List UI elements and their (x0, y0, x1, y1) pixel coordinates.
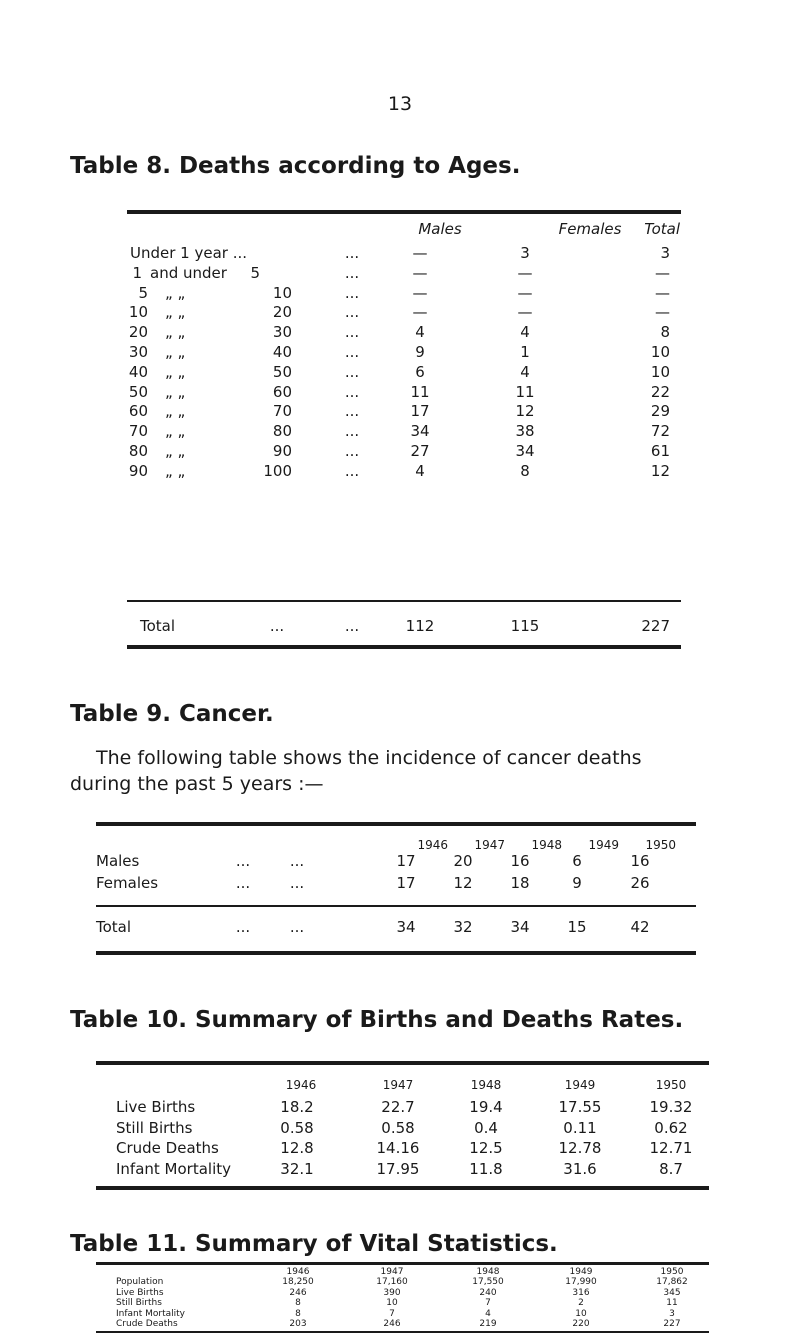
table9-title: Table 9. Cancer. (70, 701, 274, 727)
table9-bottom-rule (96, 951, 696, 955)
t8-age-from: 60 (128, 402, 148, 421)
t11-value: 11 (666, 1298, 678, 1308)
t8-age-to: 60 (272, 382, 292, 401)
t9-row-label: Females (96, 874, 159, 892)
t10-row-label: Live Births (116, 1098, 196, 1116)
t8-total-total: 227 (641, 617, 670, 635)
t10-value: 17.55 (558, 1098, 602, 1116)
t8-leader-dots: ... (344, 263, 360, 282)
t10-value: 19.32 (649, 1098, 693, 1116)
t11-value: 17,550 (472, 1277, 504, 1287)
t8-age-from: 30 (128, 343, 148, 361)
t8-header-males: Males (418, 220, 462, 238)
t8-males-value: 4 (415, 323, 425, 342)
t8-leader-dots: ... (344, 422, 360, 441)
t8-males-value: — (412, 303, 428, 322)
t8-males-value: — (412, 244, 428, 262)
t9-value: 16 (630, 852, 650, 870)
t8-total-value: — (655, 263, 670, 282)
t11-value: 240 (479, 1287, 497, 1298)
t9-row-label: Males (96, 852, 140, 870)
t10-value: 11.8 (469, 1159, 503, 1178)
table9-intro-line2: during the past 5 years :— (70, 773, 324, 795)
t11-value: 345 (663, 1287, 681, 1298)
t9-leader-dots: ... (235, 918, 251, 936)
t8-females-value: — (517, 263, 533, 282)
t11-value: 219 (479, 1319, 497, 1329)
t8-leader-dots: ... (344, 303, 360, 322)
t8-leader-dots: ... (344, 402, 360, 421)
t8-females-value: 34 (515, 442, 535, 460)
t8-total-label: Total (140, 617, 176, 635)
t8-age-connector: „ „ (165, 442, 186, 460)
t8-females-value: 1 (520, 343, 530, 361)
t10-value: 0.58 (381, 1118, 415, 1137)
t8-leader-dots: ... (344, 382, 360, 401)
table11-title: Table 11. Summary of Vital Statistics. (70, 1231, 558, 1257)
t10-value: 0.11 (563, 1118, 597, 1137)
t8-females-value: — (517, 303, 533, 322)
t10-value: 19.4 (469, 1098, 503, 1116)
t9-value: 17 (396, 852, 416, 870)
t9-year-header: 1946 (417, 838, 448, 852)
t8-leader-dots: ... (344, 362, 360, 381)
t11-value: 246 (289, 1287, 307, 1298)
t8-age-connector: „ „ (165, 323, 186, 342)
t8-leader-dots: ... (344, 323, 360, 342)
t8-age-from: 5 (138, 283, 148, 302)
t8-total-males: 112 (405, 617, 435, 635)
t9-value: 18 (510, 874, 530, 892)
t10-value: 0.58 (280, 1118, 314, 1137)
table11-bottom-rule (96, 1331, 709, 1333)
t11-year-header: 1949 (569, 1267, 593, 1277)
t8-females-value: 3 (520, 244, 530, 262)
t11-value: 3 (669, 1308, 675, 1319)
t10-value: 12.71 (649, 1139, 693, 1157)
table8-title: Table 8. Deaths according to Ages. (70, 153, 521, 179)
table8-top-rule (127, 210, 681, 214)
t8-total-value: 72 (650, 422, 670, 441)
t8-age-from: 80 (128, 442, 148, 460)
t8-age-label: Under 1 year ... (130, 244, 248, 262)
t9-leader-dots: ... (289, 874, 305, 892)
t10-value: 12.78 (558, 1139, 602, 1157)
t9-total-value: 34 (396, 918, 416, 936)
t11-value: 227 (663, 1319, 681, 1329)
t8-males-value: — (412, 283, 428, 302)
table9-top-rule (96, 822, 696, 826)
t9-year-header: 1947 (474, 838, 505, 852)
t9-value: 26 (630, 874, 650, 892)
t10-year-header: 1950 (655, 1078, 687, 1092)
t10-row-label: Still Births (116, 1118, 193, 1137)
t11-value: 8 (295, 1308, 301, 1319)
t11-value: 4 (485, 1308, 491, 1319)
t10-value: 8.7 (659, 1159, 683, 1178)
table8-sub-rule (127, 600, 681, 602)
t9-value: 20 (453, 852, 473, 870)
t10-value: 12.8 (280, 1139, 314, 1157)
t11-value: 17,160 (376, 1277, 408, 1287)
t8-age-from: 20 (128, 323, 148, 342)
t9-year-header: 1948 (531, 838, 562, 852)
t11-row-label: Live Births (116, 1287, 164, 1298)
t8-total-value: 10 (650, 343, 670, 361)
t11-year-header: 1950 (660, 1267, 684, 1277)
t8-header-females: Females (558, 220, 622, 238)
t8-males-value: 9 (415, 343, 425, 361)
t8-age-to: 80 (272, 422, 292, 441)
t10-value: 12.5 (469, 1139, 503, 1157)
t8-males-value: 6 (415, 362, 425, 381)
t8-age-to: 40 (272, 343, 292, 361)
t10-value: 17.95 (376, 1159, 420, 1178)
t11-row-label: Crude Deaths (116, 1319, 178, 1329)
t9-leader-dots: ... (235, 874, 251, 892)
t9-leader-dots: ... (289, 852, 305, 870)
t8-age-connector: „ „ (165, 461, 186, 480)
t9-leader-dots: ... (235, 852, 251, 870)
t8-age-connector: „ „ (165, 362, 186, 381)
t10-row-label: Crude Deaths (116, 1139, 219, 1157)
t8-total-value: — (655, 303, 670, 322)
t11-row-label: Infant Mortality (116, 1308, 186, 1319)
t8-age-to: 50 (272, 362, 292, 381)
t8-total-value: 8 (660, 323, 670, 342)
t8-total-value: 61 (650, 442, 670, 460)
t8-age-connector: „ „ (165, 402, 186, 421)
t9-value: 17 (396, 874, 416, 892)
t10-value: 0.4 (474, 1118, 498, 1137)
t9-total-value: 42 (630, 918, 650, 936)
t8-total-value: 22 (650, 382, 670, 401)
t8-males-value: 17 (410, 402, 430, 421)
t8-total-value: 3 (660, 244, 670, 262)
t8-age-connector: „ „ (165, 382, 186, 401)
t8-age-from: 70 (128, 422, 148, 441)
t8-age-connector: „ „ (165, 343, 186, 361)
t11-year-header: 1948 (476, 1267, 500, 1277)
t8-males-value: 11 (410, 382, 430, 401)
t9-value: 9 (572, 874, 582, 892)
t11-value: 17,862 (656, 1277, 688, 1287)
t8-males-value: — (412, 263, 428, 282)
t10-value: 31.6 (563, 1159, 597, 1178)
t10-year-header: 1947 (382, 1078, 414, 1092)
t10-value: 0.62 (654, 1118, 688, 1137)
t9-year-header: 1949 (588, 838, 619, 852)
t8-leader-dots: ... (269, 617, 285, 635)
t10-row-label: Infant Mortality (116, 1159, 232, 1178)
t11-value: 10 (386, 1298, 398, 1308)
t10-value: 18.2 (280, 1098, 314, 1116)
t8-leader-dots: ... (344, 617, 360, 635)
t8-females-value: 38 (515, 422, 535, 441)
t8-females-value: 4 (520, 323, 530, 342)
t8-males-value: 27 (410, 442, 430, 460)
t11-value: 203 (289, 1319, 307, 1329)
t9-value: 6 (572, 852, 582, 870)
t8-age-to: 90 (272, 442, 292, 460)
t8-age-connector: „ „ (165, 283, 186, 302)
page-number: 13 (387, 93, 413, 115)
t11-row-label: Population (116, 1277, 164, 1287)
t9-value: 16 (510, 852, 530, 870)
t8-age-to: 70 (272, 402, 292, 421)
t8-males-value: 34 (410, 422, 430, 441)
t10-value: 32.1 (280, 1159, 314, 1178)
t10-value: 14.16 (376, 1139, 420, 1157)
t8-total-value: 12 (650, 461, 670, 480)
t8-age-from: 40 (128, 362, 148, 381)
table9-intro-line1: The following table shows the incidence of cancer deaths (96, 747, 642, 769)
t11-value: 246 (383, 1319, 401, 1329)
t8-leader-dots: ... (344, 442, 360, 460)
t8-age-connector: „ „ (165, 303, 186, 322)
t11-year-header: 1946 (286, 1267, 310, 1277)
t8-age-to: 10 (272, 283, 292, 302)
table11-top-rule (96, 1262, 709, 1265)
t11-value: 220 (572, 1319, 590, 1329)
t11-value: 18,250 (282, 1277, 314, 1287)
t8-age-from: 50 (128, 382, 148, 401)
t8-leader-dots: ... (344, 283, 360, 302)
t8-total-value: 10 (650, 362, 670, 381)
table9-sub-rule (96, 905, 696, 907)
table10-title: Table 10. Summary of Births and Deaths Rates. (70, 1007, 684, 1033)
table10-bottom-rule (96, 1186, 709, 1190)
t8-females-value: 4 (520, 362, 530, 381)
t8-leader-dots: ... (344, 461, 360, 480)
t11-value: 2 (578, 1298, 584, 1308)
t11-value: 7 (485, 1298, 491, 1308)
t9-total-value: 34 (510, 918, 530, 936)
t9-total-label: Total (96, 918, 132, 936)
t11-value: 7 (389, 1308, 395, 1319)
t10-year-header: 1946 (285, 1078, 317, 1092)
t8-age-to: 5 (250, 263, 260, 282)
t8-leader-dots: ... (344, 244, 360, 262)
t8-age-connector: „ „ (165, 422, 186, 441)
t11-row-label: Still Births (116, 1298, 162, 1308)
t8-total-value: 29 (650, 402, 670, 421)
t11-value: 10 (575, 1308, 587, 1319)
t11-value: 390 (383, 1287, 401, 1298)
t9-value: 12 (453, 874, 473, 892)
t11-value: 8 (295, 1298, 301, 1308)
t8-header-total: Total (644, 220, 680, 238)
table8-bottom-rule (127, 645, 681, 649)
t10-value: 22.7 (381, 1098, 415, 1116)
t9-total-value: 15 (567, 918, 587, 936)
t11-value: 316 (572, 1287, 590, 1298)
t8-age-connector: and under (150, 263, 227, 282)
t8-age-to: 30 (272, 323, 292, 342)
t10-year-header: 1948 (470, 1078, 502, 1092)
t9-year-header: 1950 (645, 838, 676, 852)
t8-age-from: 10 (128, 303, 148, 322)
t8-leader-dots: ... (344, 343, 360, 361)
t8-males-value: 4 (415, 461, 425, 480)
t9-leader-dots: ... (289, 918, 305, 936)
t8-total-value: — (655, 283, 670, 302)
t8-females-value: 8 (520, 461, 530, 480)
t8-total-females: 115 (510, 617, 540, 635)
table10-top-rule (96, 1061, 709, 1065)
t8-age-to: 100 (263, 461, 292, 480)
t8-age-to: 20 (272, 303, 292, 322)
t9-total-value: 32 (453, 918, 473, 936)
t10-year-header: 1949 (564, 1078, 596, 1092)
t11-value: 17,990 (565, 1277, 597, 1287)
t8-age-from: 90 (128, 461, 148, 480)
t8-age-from: 1 (132, 263, 142, 282)
t8-females-value: — (517, 283, 533, 302)
t11-year-header: 1947 (380, 1267, 404, 1277)
t8-females-value: 12 (515, 402, 535, 421)
t8-females-value: 11 (515, 382, 535, 401)
